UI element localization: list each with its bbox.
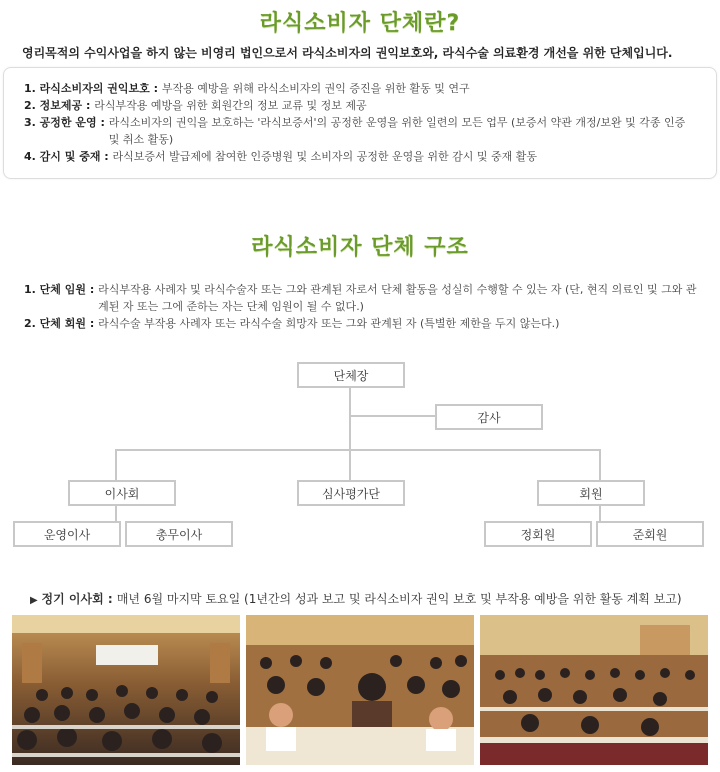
purpose-list xyxy=(24,80,699,165)
org-node-members: 회원 xyxy=(537,480,645,506)
org-node-board: 이사회 xyxy=(68,480,176,506)
intro-text: 영리목적의 수익사업을 하지 않는 비영리 법인으로서 라식소비자의 권익보호와, 라식수술 의료환경 개선을 위한 단체입니다. xyxy=(22,46,673,60)
list-item: 4. 감시 및 중재 : 라식보증서 발급제에 참여한 인증병원 및 소비자의 공정한 운영을 위한 감시 및 중재 활동 xyxy=(24,150,538,163)
structure-list xyxy=(24,281,704,332)
connector-line xyxy=(599,449,601,480)
meeting-photo-2 xyxy=(246,615,474,765)
connector-line xyxy=(115,449,117,480)
connector-line xyxy=(599,505,601,521)
connector-line xyxy=(349,415,437,417)
meeting-text: 매년 6월 마지막 토요일 (1년간의 성과 보고 및 라식소비자 권익 보호 및 부작용 예방을 위한 활동 계획 보고) xyxy=(116,592,682,606)
org-node-regular-member: 정회원 xyxy=(484,521,592,547)
org-node-review: 심사평가단 xyxy=(297,480,405,506)
org-node-associate-member: 준회원 xyxy=(596,521,704,547)
list-item: 1. 단체 임원 : 라식부작용 사례자 및 라식수술자 또는 그와 관계된 자로서 단체 활동을 성실히 수행할 수 있는 자 (단, 현직 의료인 및 그와 관계된 자 또는 그에 준하는 자는 단체 임원이 될 수 없다.) xyxy=(24,283,697,313)
triangle-bullet-icon: ▶ xyxy=(30,595,38,606)
connector-line xyxy=(115,449,601,451)
connector-line xyxy=(349,388,351,480)
meeting-photo-1 xyxy=(12,615,240,765)
org-node-exec-director: 운영이사 xyxy=(13,521,121,547)
board-meeting-note xyxy=(30,590,682,607)
list-item: 2. 단체 회원 : 라식수술 부작용 사례자 또는 라식수술 희망자 또는 그와 관계된 자 (특별한 제한을 두지 않는다.) xyxy=(24,317,560,330)
section-title-about: 라식소비자 단체란? xyxy=(259,11,461,36)
list-item: 1. 라식소비자의 권익보호 : 부작용 예방을 위해 라식소비자의 권익 증진을 위한 활동 및 연구 xyxy=(24,82,470,95)
meeting-label: 정기 이사회 : xyxy=(41,592,117,606)
org-node-general-director: 총무이사 xyxy=(125,521,233,547)
meeting-photo-3 xyxy=(480,615,708,765)
list-item: 3. 공정한 운영 : 라식소비자의 권익을 보호하는 '라식보증서'의 공정한 운영을 위한 일련의 모든 업무 (보증서 약관 개정/보완 및 각종 인증 및 취소 활동) xyxy=(24,116,686,146)
section-title-structure: 라식소비자 단체 구조 xyxy=(251,235,469,260)
list-item: 2. 정보제공 : 라식부작용 예방을 위한 회원간의 정보 교류 및 정보 제공 xyxy=(24,99,367,112)
org-node-head: 단체장 xyxy=(297,362,405,388)
connector-line xyxy=(115,505,117,521)
org-node-auditor: 감사 xyxy=(435,404,543,430)
